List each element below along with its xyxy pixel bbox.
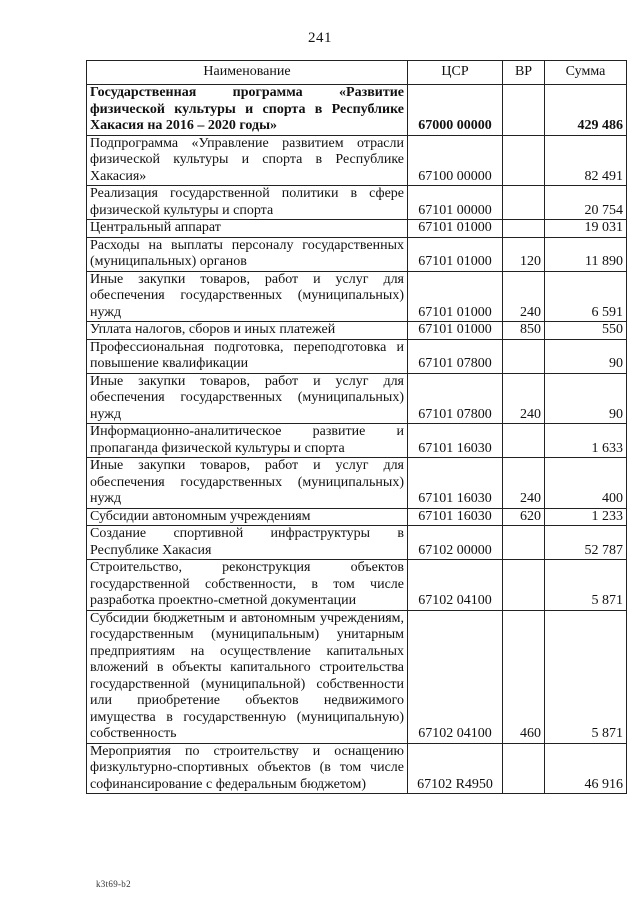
cell-name: Создание спортивной инфраструктуры в Республике Хакасия [87, 526, 408, 560]
cell-vr [503, 85, 545, 136]
table-row [87, 339, 627, 373]
table-body [87, 85, 627, 794]
cell-csr: 67101 07800 [408, 373, 503, 424]
page-number: 241 [308, 30, 332, 46]
cell-sum: 429 486 [545, 85, 627, 136]
cell-name: Центральный аппарат [87, 220, 408, 238]
cell-name: Профессиональная подготовка, переподготовка и повышение квалификации [87, 339, 408, 373]
table-row [87, 220, 627, 238]
header-vr: ВР [503, 61, 545, 85]
cell-vr [503, 220, 545, 238]
table-row [87, 508, 627, 526]
budget-table [86, 60, 627, 794]
cell-sum: 90 [545, 339, 627, 373]
cell-sum: 6 591 [545, 271, 627, 322]
cell-csr: 67101 00000 [408, 186, 503, 220]
cell-vr: 240 [503, 271, 545, 322]
cell-vr: 240 [503, 373, 545, 424]
cell-name: Субсидии автономным учреждениям [87, 508, 408, 526]
cell-csr: 67101 01000 [408, 220, 503, 238]
table-row [87, 135, 627, 186]
cell-name: Мероприятия по строительству и оснащению физкультурно-спортивных объектов (в том числе софинансирование с федеральным бюджетом) [87, 743, 408, 794]
header-name: Наименование [87, 61, 408, 85]
cell-name: Иные закупки товаров, работ и услуг для обеспечения государственных (муниципальных) нужд [87, 458, 408, 509]
footer-code: k3t69-b2 [96, 879, 131, 889]
cell-vr [503, 339, 545, 373]
cell-sum: 19 031 [545, 220, 627, 238]
cell-name: Иные закупки товаров, работ и услуг для обеспечения государственных (муниципальных) нужд [87, 373, 408, 424]
cell-name: Подпрограмма «Управление развитием отрасли физической культуры и спорта в Республике Хакасия» [87, 135, 408, 186]
cell-vr [503, 186, 545, 220]
header-csr: ЦСР [408, 61, 503, 85]
header-sum: Сумма [545, 61, 627, 85]
table-row [87, 424, 627, 458]
cell-vr: 240 [503, 458, 545, 509]
cell-csr: 67101 01000 [408, 322, 503, 340]
cell-vr: 850 [503, 322, 545, 340]
cell-sum: 90 [545, 373, 627, 424]
cell-vr [503, 424, 545, 458]
cell-vr [503, 526, 545, 560]
cell-sum: 11 890 [545, 237, 627, 271]
cell-sum: 400 [545, 458, 627, 509]
cell-sum: 1 233 [545, 508, 627, 526]
cell-sum: 46 916 [545, 743, 627, 794]
cell-csr: 67101 07800 [408, 339, 503, 373]
cell-name: Реализация государственной политики в сфере физической культуры и спорта [87, 186, 408, 220]
cell-csr: 67101 16030 [408, 424, 503, 458]
cell-vr [503, 743, 545, 794]
cell-sum: 82 491 [545, 135, 627, 186]
cell-name: Иные закупки товаров, работ и услуг для обеспечения государственных (муниципальных) нужд [87, 271, 408, 322]
table-row [87, 85, 627, 136]
table-row [87, 610, 627, 743]
cell-name: Расходы на выплаты персоналу государственных (муниципальных) органов [87, 237, 408, 271]
cell-name: Уплата налогов, сборов и иных платежей [87, 322, 408, 340]
cell-csr: 67102 R4950 [408, 743, 503, 794]
cell-csr: 67101 16030 [408, 458, 503, 509]
cell-sum: 1 633 [545, 424, 627, 458]
table-row [87, 186, 627, 220]
table-row [87, 322, 627, 340]
cell-sum: 20 754 [545, 186, 627, 220]
table-row [87, 743, 627, 794]
cell-csr: 67100 00000 [408, 135, 503, 186]
table-row [87, 458, 627, 509]
cell-name: Государственная программа «Развитие физической культуры и спорта в Республике Хакасия на 2016 – 2020 годы» [87, 85, 408, 136]
cell-sum: 5 871 [545, 610, 627, 743]
cell-sum: 5 871 [545, 560, 627, 611]
cell-vr: 620 [503, 508, 545, 526]
table-row [87, 271, 627, 322]
cell-vr [503, 135, 545, 186]
cell-csr: 67101 01000 [408, 237, 503, 271]
cell-sum: 52 787 [545, 526, 627, 560]
cell-name: Информационно-аналитическое развитие и пропаганда физической культуры и спорта [87, 424, 408, 458]
cell-vr: 460 [503, 610, 545, 743]
table-row [87, 373, 627, 424]
cell-csr: 67101 01000 [408, 271, 503, 322]
table-row [87, 526, 627, 560]
cell-csr: 67000 00000 [408, 85, 503, 136]
cell-vr: 120 [503, 237, 545, 271]
cell-name: Субсидии бюджетным и автономным учреждениям, государственным (муниципальным) унитарным предприятиям на осуществление капитальных вложений в объекты капитального строительства государственной (муниципальной) собственности или приобретение объектов недвижимого имущества в государственную (муниципальную) собственность [87, 610, 408, 743]
cell-vr [503, 560, 545, 611]
cell-csr: 67102 00000 [408, 526, 503, 560]
cell-sum: 550 [545, 322, 627, 340]
header-row [87, 61, 627, 85]
cell-name: Строительство, реконструкция объектов государственной собственности, в том числе разработка проектно-сметной документации [87, 560, 408, 611]
table-header [87, 61, 627, 85]
table-row [87, 237, 627, 271]
cell-csr: 67102 04100 [408, 560, 503, 611]
table-row [87, 560, 627, 611]
cell-csr: 67101 16030 [408, 508, 503, 526]
cell-csr: 67102 04100 [408, 610, 503, 743]
